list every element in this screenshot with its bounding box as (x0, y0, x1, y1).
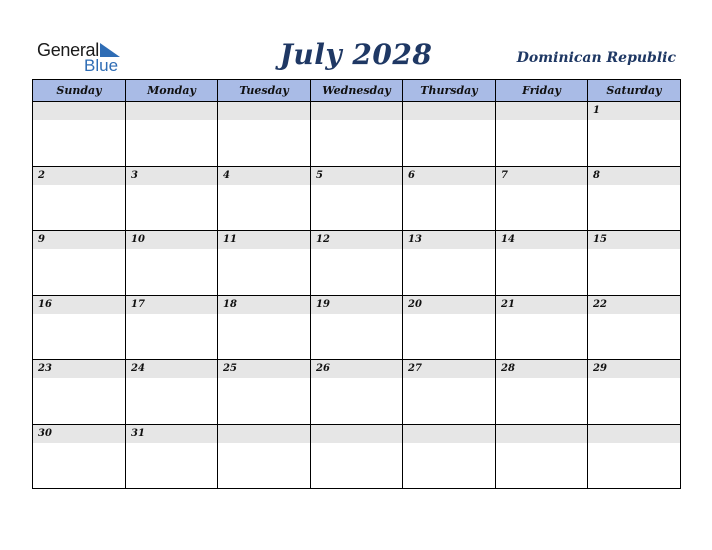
day-cell-13 (403, 231, 496, 295)
date-band (588, 167, 680, 185)
day-number: 10 (131, 234, 145, 245)
day-cell-27 (403, 360, 496, 424)
day-cell-5 (311, 167, 403, 230)
date-band (33, 231, 125, 249)
day-cell-8 (588, 167, 680, 230)
day-cell-20 (403, 296, 496, 359)
date-band (403, 425, 495, 443)
empty-day-cell (496, 425, 588, 488)
day-cell-22 (588, 296, 680, 359)
day-number: 27 (408, 363, 422, 374)
day-cell-25 (218, 360, 311, 424)
empty-day-cell (218, 102, 311, 166)
weekday-tuesday: Tuesday (218, 80, 311, 101)
day-cell-6 (403, 167, 496, 230)
day-number: 22 (593, 299, 607, 310)
day-number: 8 (593, 170, 600, 181)
day-number: 3 (131, 170, 138, 181)
day-cell-30 (33, 425, 126, 488)
date-band (496, 167, 587, 185)
week-row (33, 425, 680, 488)
day-cell-4 (218, 167, 311, 230)
day-cell-16 (33, 296, 126, 359)
day-cell-9 (33, 231, 126, 295)
day-cell-14 (496, 231, 588, 295)
day-number: 13 (408, 234, 422, 245)
weekday-friday: Friday (496, 80, 588, 101)
date-band (218, 102, 310, 120)
empty-day-cell (403, 102, 496, 166)
day-cell-24 (126, 360, 218, 424)
day-number: 25 (223, 363, 237, 374)
empty-day-cell (126, 102, 218, 166)
day-number: 12 (316, 234, 330, 245)
calendar-title: July 2028 (279, 38, 433, 71)
day-number: 31 (131, 428, 145, 439)
day-number: 17 (131, 299, 145, 310)
empty-day-cell (496, 102, 588, 166)
day-cell-29 (588, 360, 680, 424)
date-band (218, 425, 310, 443)
day-cell-21 (496, 296, 588, 359)
date-band (311, 102, 402, 120)
day-cell-26 (311, 360, 403, 424)
day-number: 18 (223, 299, 237, 310)
week-row (33, 231, 680, 296)
weekday-sunday: Sunday (33, 80, 126, 101)
week-row (33, 360, 680, 425)
day-number: 6 (408, 170, 415, 181)
day-cell-19 (311, 296, 403, 359)
date-band (218, 167, 310, 185)
day-number: 5 (316, 170, 323, 181)
week-row (33, 167, 680, 231)
date-band (496, 425, 587, 443)
empty-day-cell (218, 425, 311, 488)
empty-day-cell (33, 102, 126, 166)
week-row (33, 296, 680, 360)
day-cell-3 (126, 167, 218, 230)
country-name: Dominican Republic (516, 50, 676, 66)
day-cell-2 (33, 167, 126, 230)
date-band (403, 167, 495, 185)
day-number: 21 (501, 299, 515, 310)
day-number: 28 (501, 363, 515, 374)
weekday-header-row (33, 80, 680, 102)
day-number: 15 (593, 234, 607, 245)
day-cell-7 (496, 167, 588, 230)
empty-day-cell (311, 102, 403, 166)
date-band (126, 102, 217, 120)
empty-day-cell (403, 425, 496, 488)
day-number: 11 (223, 234, 237, 245)
day-number: 23 (38, 363, 52, 374)
day-number: 24 (131, 363, 145, 374)
date-band (588, 102, 680, 120)
date-band (311, 425, 402, 443)
day-number: 19 (316, 299, 330, 310)
month-calendar (32, 79, 681, 489)
day-number: 16 (38, 299, 52, 310)
day-cell-12 (311, 231, 403, 295)
day-number: 1 (593, 105, 600, 116)
day-cell-18 (218, 296, 311, 359)
date-band (588, 425, 680, 443)
week-row (33, 102, 680, 167)
day-number: 26 (316, 363, 330, 374)
weekday-monday: Monday (126, 80, 218, 101)
day-number: 30 (38, 428, 52, 439)
day-cell-31 (126, 425, 218, 488)
date-band (403, 102, 495, 120)
logo-text-blue: Blue (84, 56, 119, 75)
day-number: 29 (593, 363, 607, 374)
day-number: 9 (38, 234, 45, 245)
empty-day-cell (311, 425, 403, 488)
day-cell-1 (588, 102, 680, 166)
day-number: 14 (501, 234, 515, 245)
day-number: 7 (501, 170, 508, 181)
day-cell-28 (496, 360, 588, 424)
day-cell-11 (218, 231, 311, 295)
day-cell-17 (126, 296, 218, 359)
date-band (33, 167, 125, 185)
day-cell-15 (588, 231, 680, 295)
date-band (126, 167, 217, 185)
date-band (311, 167, 402, 185)
day-number: 2 (38, 170, 45, 181)
date-band (33, 102, 125, 120)
weekday-saturday: Saturday (606, 84, 662, 97)
day-number: 4 (223, 170, 230, 181)
day-number: 20 (408, 299, 422, 310)
day-cell-23 (33, 360, 126, 424)
weekday-thursday: Thursday (403, 80, 496, 101)
logo-text-general: General (37, 40, 99, 60)
empty-day-cell (588, 425, 680, 488)
weekday-wednesday: Wednesday (311, 80, 403, 101)
day-cell-10 (126, 231, 218, 295)
date-band (496, 102, 587, 120)
